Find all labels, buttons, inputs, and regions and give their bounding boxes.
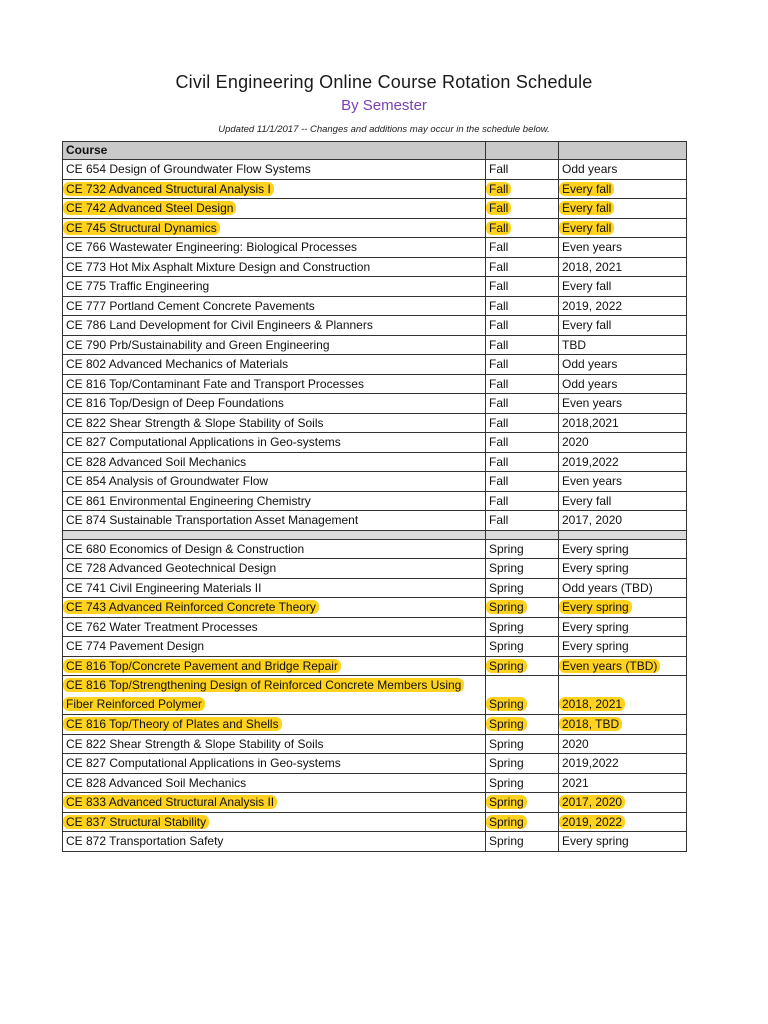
semester-cell bbox=[486, 335, 559, 355]
years-cell bbox=[559, 559, 687, 579]
years-cell-text: Odd years (TBD) bbox=[562, 580, 653, 595]
table-row bbox=[63, 452, 687, 472]
years-cell-text: Every fall bbox=[562, 279, 612, 293]
semester-cell-text: Spring bbox=[486, 600, 527, 614]
course-cell bbox=[63, 598, 486, 618]
years-cell-text: Odd years bbox=[562, 162, 618, 176]
course-cell-text: CE 786 Land Development for Civil Engineers & Planners bbox=[66, 318, 373, 332]
semester-cell-text: Spring bbox=[486, 795, 527, 809]
years-cell-text: Odd years bbox=[562, 376, 618, 391]
table-row bbox=[63, 832, 687, 852]
table-row bbox=[63, 296, 687, 316]
semester-cell bbox=[486, 676, 559, 715]
course-cell bbox=[63, 793, 486, 813]
table-row bbox=[63, 238, 687, 258]
years-cell-text: Even years bbox=[562, 474, 623, 488]
years-cell-text: 2021 bbox=[562, 775, 589, 790]
semester-cell-text: Fall bbox=[486, 221, 511, 235]
years-cell bbox=[559, 296, 687, 316]
table-row bbox=[63, 578, 687, 598]
table-row bbox=[63, 433, 687, 453]
semester-cell-text: Fall bbox=[489, 298, 509, 313]
table-row bbox=[63, 511, 687, 531]
years-cell-text: 2018, 2021 bbox=[559, 697, 625, 711]
course-cell bbox=[63, 433, 486, 453]
course-cell-text: CE 827 Computational Applications in Geo-systems bbox=[66, 756, 341, 770]
course-cell-text: CE 861 Environmental Engineering Chemistry bbox=[66, 493, 311, 508]
course-cell-text: CE 854 Analysis of Groundwater Flow bbox=[66, 474, 269, 488]
years-cell-text: Every fall bbox=[559, 221, 614, 235]
semester-cell-text: Fall bbox=[489, 435, 509, 449]
updated-note: Updated 11/1/2017 -- Changes and additions may occur in the schedule below. bbox=[218, 124, 550, 135]
course-cell bbox=[63, 394, 486, 414]
semester-cell bbox=[486, 734, 559, 754]
course-cell bbox=[63, 374, 486, 394]
years-cell bbox=[559, 257, 687, 277]
table-row bbox=[63, 394, 687, 414]
table-row bbox=[63, 715, 687, 735]
divider-cell bbox=[486, 530, 559, 539]
semester-cell-text: Spring bbox=[486, 815, 527, 829]
divider-cell bbox=[63, 530, 486, 539]
course-cell bbox=[63, 832, 486, 852]
course-cell-text: CE 828 Advanced Soil Mechanics bbox=[66, 454, 247, 469]
semester-cell-text: Spring bbox=[489, 775, 524, 790]
course-cell bbox=[63, 218, 486, 238]
semester-cell bbox=[486, 472, 559, 492]
course-cell bbox=[63, 812, 486, 832]
years-cell bbox=[559, 316, 687, 336]
years-cell bbox=[559, 394, 687, 414]
semester-cell bbox=[486, 277, 559, 297]
years-cell-text: Every spring bbox=[562, 639, 629, 653]
course-cell bbox=[63, 257, 486, 277]
semester-cell-text: Fall bbox=[489, 513, 509, 527]
years-cell-text: Even years bbox=[562, 240, 623, 254]
course-cell bbox=[63, 296, 486, 316]
course-cell-text: CE 762 Water Treatment Processes bbox=[66, 619, 258, 634]
years-cell-text: 2019, 2022 bbox=[559, 815, 625, 829]
years-cell-text: 2018, TBD bbox=[559, 717, 622, 731]
semester-cell-text: Spring bbox=[486, 697, 527, 711]
table-row bbox=[63, 179, 687, 199]
table-row bbox=[63, 199, 687, 219]
course-cell-text: CE 837 Structural Stability bbox=[63, 815, 209, 829]
years-cell bbox=[559, 734, 687, 754]
course-cell-text: CE 766 Wastewater Engineering: Biological Processes bbox=[66, 240, 358, 254]
table-row bbox=[63, 277, 687, 297]
course-cell-text: CE 773 Hot Mix Asphalt Mixture Design and Construction bbox=[66, 259, 371, 274]
header-years bbox=[559, 142, 687, 160]
years-cell-text: 2019, 2022 bbox=[562, 298, 623, 313]
course-cell-text: CE 827 Computational Applications in Geo-systems bbox=[66, 435, 341, 449]
table-header-row bbox=[63, 142, 687, 160]
years-cell-text: Every fall bbox=[559, 201, 614, 215]
years-cell-text: Every spring bbox=[562, 561, 629, 575]
semester-cell-text: Fall bbox=[489, 259, 509, 274]
semester-cell bbox=[486, 539, 559, 559]
years-cell bbox=[559, 578, 687, 598]
table-row bbox=[63, 656, 687, 676]
years-cell-text: 2019,2022 bbox=[562, 454, 619, 469]
course-cell bbox=[63, 511, 486, 531]
years-cell-text: Odd years bbox=[562, 357, 618, 371]
course-cell bbox=[63, 355, 486, 375]
years-cell-text: 2018, 2021 bbox=[562, 259, 623, 274]
section-divider bbox=[63, 530, 687, 539]
course-cell-text: CE 822 Shear Strength & Slope Stability of Soils bbox=[66, 415, 324, 430]
table-row bbox=[63, 491, 687, 511]
course-cell bbox=[63, 637, 486, 657]
course-cell bbox=[63, 656, 486, 676]
course-cell-text: CE 790 Prb/Sustainability and Green Engineering bbox=[66, 337, 330, 352]
schedule-body bbox=[63, 142, 687, 852]
years-cell bbox=[559, 617, 687, 637]
semester-cell-text: Fall bbox=[489, 474, 509, 488]
table-row bbox=[63, 793, 687, 813]
semester-cell-text: Spring bbox=[486, 659, 527, 673]
semester-cell-text: Fall bbox=[489, 162, 509, 176]
semester-cell bbox=[486, 754, 559, 774]
semester-cell bbox=[486, 238, 559, 258]
table-row bbox=[63, 637, 687, 657]
course-cell-text: CE 728 Advanced Geotechnical Design bbox=[66, 561, 277, 575]
course-cell-text: CE 802 Advanced Mechanics of Materials bbox=[66, 357, 289, 371]
course-cell bbox=[63, 559, 486, 579]
semester-cell-text: Fall bbox=[489, 396, 509, 410]
course-cell-text: CE 777 Portland Cement Concrete Pavements bbox=[66, 298, 315, 313]
years-cell-text: Every spring bbox=[559, 600, 632, 614]
semester-cell bbox=[486, 511, 559, 531]
years-cell bbox=[559, 656, 687, 676]
course-cell bbox=[63, 277, 486, 297]
semester-cell bbox=[486, 793, 559, 813]
semester-cell bbox=[486, 218, 559, 238]
course-cell-text: CE 833 Advanced Structural Analysis II bbox=[63, 795, 277, 809]
course-cell-text: CE 816 Top/Concrete Pavement and Bridge Repair bbox=[63, 659, 341, 673]
years-cell bbox=[559, 218, 687, 238]
schedule-table bbox=[62, 141, 687, 852]
page-title: Civil Engineering Online Course Rotation Schedule bbox=[175, 72, 593, 92]
years-cell-text: 2017, 2020 bbox=[559, 795, 625, 809]
semester-cell bbox=[486, 617, 559, 637]
header-semester bbox=[486, 142, 559, 160]
years-cell bbox=[559, 539, 687, 559]
semester-cell-text: Spring bbox=[489, 561, 524, 575]
course-cell-text: CE 742 Advanced Steel Design bbox=[63, 201, 236, 215]
years-cell bbox=[559, 832, 687, 852]
table-row bbox=[63, 598, 687, 618]
course-cell-text: CE 743 Advanced Reinforced Concrete Theory bbox=[63, 600, 319, 614]
course-cell bbox=[63, 773, 486, 793]
table-row bbox=[63, 413, 687, 433]
years-cell bbox=[559, 413, 687, 433]
years-cell bbox=[559, 754, 687, 774]
course-cell-text: CE 816 Top/Theory of Plates and Shells bbox=[63, 717, 282, 731]
course-cell-text: CE 774 Pavement Design bbox=[66, 639, 205, 653]
table-row bbox=[63, 734, 687, 754]
semester-cell bbox=[486, 257, 559, 277]
semester-cell bbox=[486, 656, 559, 676]
years-cell bbox=[559, 511, 687, 531]
course-cell bbox=[63, 491, 486, 511]
years-cell bbox=[559, 238, 687, 258]
semester-cell-text: Fall bbox=[489, 357, 509, 371]
semester-cell bbox=[486, 637, 559, 657]
course-cell bbox=[63, 539, 486, 559]
years-cell-text: Every fall bbox=[559, 182, 614, 196]
course-cell bbox=[63, 238, 486, 258]
page-subtitle: By Semester bbox=[341, 97, 427, 114]
semester-cell-text: Fall bbox=[489, 415, 509, 430]
years-cell-text: 2017, 2020 bbox=[562, 513, 623, 527]
years-cell bbox=[559, 793, 687, 813]
course-cell-text: CE 816 Top/Contaminant Fate and Transport Processes bbox=[66, 376, 364, 391]
course-cell-text: CE 828 Advanced Soil Mechanics bbox=[66, 775, 247, 790]
semester-cell bbox=[486, 812, 559, 832]
semester-cell-text: Fall bbox=[489, 337, 509, 352]
table-row bbox=[63, 355, 687, 375]
years-cell bbox=[559, 472, 687, 492]
course-cell bbox=[63, 199, 486, 219]
semester-cell bbox=[486, 491, 559, 511]
semester-cell bbox=[486, 715, 559, 735]
semester-cell bbox=[486, 160, 559, 180]
years-cell-text: Every spring bbox=[562, 834, 629, 848]
course-cell-text: CE 732 Advanced Structural Analysis I bbox=[63, 182, 274, 196]
table-row bbox=[63, 812, 687, 832]
semester-cell-text: Fall bbox=[489, 493, 509, 508]
semester-cell bbox=[486, 179, 559, 199]
semester-cell-text: Fall bbox=[489, 376, 509, 391]
years-cell bbox=[559, 676, 687, 715]
course-cell bbox=[63, 734, 486, 754]
years-cell-text: Every spring bbox=[562, 541, 629, 556]
course-cell-text: CE 874 Sustainable Transportation Asset Management bbox=[66, 513, 359, 527]
years-cell bbox=[559, 335, 687, 355]
course-cell bbox=[63, 676, 486, 715]
years-cell bbox=[559, 179, 687, 199]
years-cell-text: TBD bbox=[562, 337, 586, 352]
table-row bbox=[63, 257, 687, 277]
table-row bbox=[63, 559, 687, 579]
years-cell-text: 2019,2022 bbox=[562, 756, 619, 770]
course-cell bbox=[63, 472, 486, 492]
course-cell bbox=[63, 179, 486, 199]
semester-cell bbox=[486, 199, 559, 219]
header-course: Course bbox=[63, 142, 486, 160]
course-cell-text: CE 654 Design of Groundwater Flow Systems bbox=[66, 162, 311, 176]
semester-cell bbox=[486, 832, 559, 852]
semester-cell bbox=[486, 355, 559, 375]
years-cell bbox=[559, 160, 687, 180]
years-cell-text: 2018,2021 bbox=[562, 415, 619, 430]
years-cell bbox=[559, 199, 687, 219]
years-cell-text: Every fall bbox=[562, 318, 612, 332]
years-cell-text: 2020 bbox=[562, 736, 589, 751]
course-cell bbox=[63, 452, 486, 472]
semester-cell bbox=[486, 578, 559, 598]
years-cell bbox=[559, 812, 687, 832]
course-cell bbox=[63, 335, 486, 355]
semester-cell bbox=[486, 296, 559, 316]
years-cell bbox=[559, 637, 687, 657]
semester-cell bbox=[486, 374, 559, 394]
semester-cell bbox=[486, 452, 559, 472]
semester-cell bbox=[486, 773, 559, 793]
table-row bbox=[63, 676, 687, 715]
years-cell bbox=[559, 715, 687, 735]
semester-cell-text: Fall bbox=[486, 182, 511, 196]
years-cell bbox=[559, 374, 687, 394]
course-cell-text: CE 816 Top/Strengthening Design of Reinforced Concrete Members Using Fiber Reinforced Polymer bbox=[63, 678, 464, 711]
semester-cell bbox=[486, 413, 559, 433]
years-cell bbox=[559, 355, 687, 375]
years-cell bbox=[559, 491, 687, 511]
semester-cell bbox=[486, 316, 559, 336]
table-row bbox=[63, 472, 687, 492]
table-row bbox=[63, 539, 687, 559]
semester-cell bbox=[486, 433, 559, 453]
course-cell bbox=[63, 754, 486, 774]
table-row bbox=[63, 316, 687, 336]
semester-cell-text: Spring bbox=[489, 580, 524, 595]
course-cell-text: CE 741 Civil Engineering Materials II bbox=[66, 580, 262, 595]
semester-cell-text: Spring bbox=[489, 541, 524, 556]
course-cell bbox=[63, 715, 486, 735]
course-cell bbox=[63, 160, 486, 180]
years-cell bbox=[559, 773, 687, 793]
course-cell-text: CE 816 Top/Design of Deep Foundations bbox=[66, 396, 284, 410]
course-cell-text: CE 775 Traffic Engineering bbox=[66, 279, 210, 293]
course-cell-text: CE 680 Economics of Design & Construction bbox=[66, 541, 305, 556]
course-cell-text: CE 745 Structural Dynamics bbox=[63, 221, 220, 235]
semester-cell-text: Fall bbox=[489, 279, 509, 293]
years-cell-text: Even years (TBD) bbox=[559, 659, 660, 673]
years-cell-text: Even years bbox=[562, 396, 623, 410]
course-cell-text: CE 822 Shear Strength & Slope Stability of Soils bbox=[66, 736, 324, 751]
semester-cell-text: Spring bbox=[486, 717, 527, 731]
course-cell bbox=[63, 413, 486, 433]
divider-cell bbox=[559, 530, 687, 539]
table-row bbox=[63, 754, 687, 774]
years-cell-text: Every spring bbox=[562, 619, 629, 634]
course-cell bbox=[63, 617, 486, 637]
years-cell bbox=[559, 277, 687, 297]
semester-cell bbox=[486, 559, 559, 579]
years-cell bbox=[559, 452, 687, 472]
semester-cell-text: Fall bbox=[486, 201, 511, 215]
semester-cell-text: Spring bbox=[489, 736, 524, 751]
course-cell bbox=[63, 316, 486, 336]
semester-cell-text: Fall bbox=[489, 318, 509, 332]
course-cell-text: CE 872 Transportation Safety bbox=[66, 834, 224, 848]
semester-cell-text: Fall bbox=[489, 240, 509, 254]
years-cell-text: 2020 bbox=[562, 435, 589, 449]
years-cell bbox=[559, 598, 687, 618]
semester-cell-text: Spring bbox=[489, 834, 524, 848]
semester-cell bbox=[486, 394, 559, 414]
semester-cell-text: Spring bbox=[489, 639, 524, 653]
table-row bbox=[63, 160, 687, 180]
semester-cell-text: Spring bbox=[489, 619, 524, 634]
table-row bbox=[63, 773, 687, 793]
table-row bbox=[63, 374, 687, 394]
course-cell bbox=[63, 578, 486, 598]
years-cell bbox=[559, 433, 687, 453]
years-cell-text: Every fall bbox=[562, 493, 612, 508]
semester-cell bbox=[486, 598, 559, 618]
table-row bbox=[63, 218, 687, 238]
table-row bbox=[63, 335, 687, 355]
semester-cell-text: Fall bbox=[489, 454, 509, 469]
table-row bbox=[63, 617, 687, 637]
semester-cell-text: Spring bbox=[489, 756, 524, 770]
